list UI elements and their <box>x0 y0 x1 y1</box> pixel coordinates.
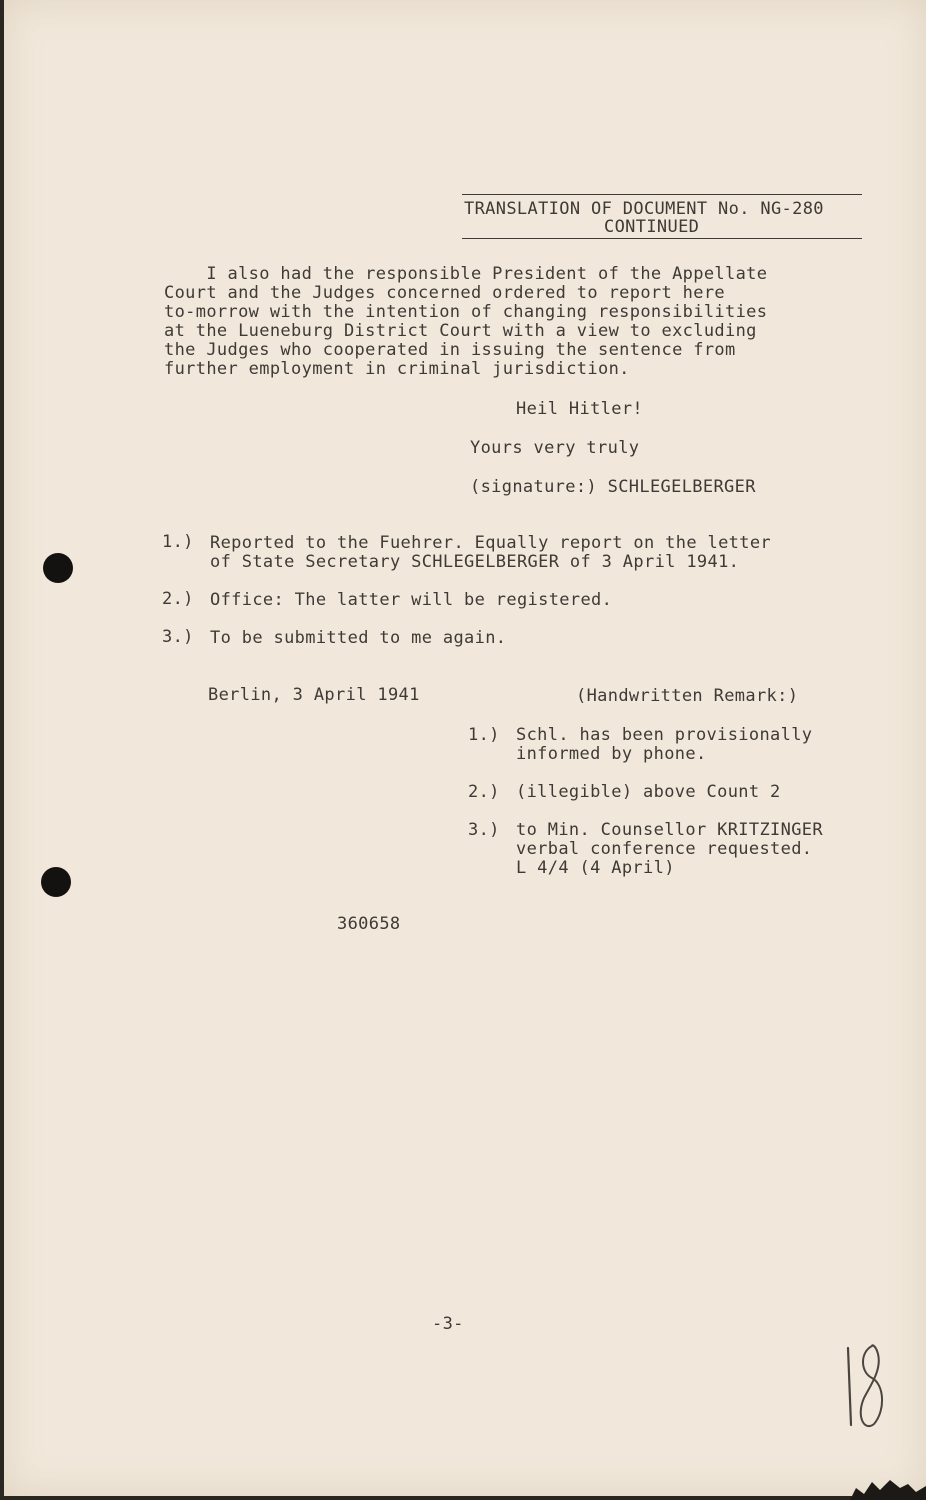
document-number: 360658 <box>337 914 401 934</box>
header-rule-top <box>462 194 862 195</box>
remark-line: verbal conference requested. <box>516 839 813 859</box>
header-continued: CONTINUED <box>604 217 700 237</box>
note-line: To be submitted to me again. <box>210 628 507 648</box>
document-page <box>4 0 926 1496</box>
remark-heading: (Handwritten Remark:) <box>576 686 799 706</box>
remark-line: (illegible) above Count 2 <box>516 782 781 802</box>
note-line: of State Secretary SCHLEGELBERGER of 3 April 1941. <box>210 552 740 572</box>
remark-number: 3.) <box>468 820 500 840</box>
paragraph-line: Court and the Judges concerned ordered to report here <box>164 283 725 303</box>
page-edge <box>926 0 935 1500</box>
punch-hole-bottom <box>41 867 71 897</box>
paragraph-line: the Judges who cooperated in issuing the sentence from <box>164 340 736 360</box>
remark-number: 1.) <box>468 725 500 745</box>
paragraph-line: further employment in criminal jurisdiction. <box>164 359 630 379</box>
paragraph-line: to-morrow with the intention of changing responsibilities <box>164 302 768 322</box>
remark-line: informed by phone. <box>516 744 707 764</box>
header-rule-bottom <box>462 238 862 239</box>
closing-salute: Heil Hitler! <box>516 399 644 419</box>
place-date: Berlin, 3 April 1941 <box>208 685 420 705</box>
paragraph-line: at the Lueneburg District Court with a view to excluding <box>164 321 757 341</box>
remark-line: to Min. Counsellor KRITZINGER <box>516 820 823 840</box>
note-number: 3.) <box>162 627 194 647</box>
handwritten-folio-mark <box>842 1340 888 1432</box>
header-title: TRANSLATION OF DOCUMENT No. NG-280 <box>464 199 824 219</box>
page-number: -3- <box>432 1314 464 1334</box>
remark-line: Schl. has been provisionally <box>516 725 813 745</box>
punch-hole-top <box>43 553 73 583</box>
note-line: Office: The latter will be registered. <box>210 590 613 610</box>
paragraph-line: I also had the responsible President of the Appellate <box>164 264 768 284</box>
signature-line: (signature:) SCHLEGELBERGER <box>470 477 756 497</box>
note-number: 1.) <box>162 532 194 552</box>
remark-number: 2.) <box>468 782 500 802</box>
note-line: Reported to the Fuehrer. Equally report on the letter <box>210 533 771 553</box>
closing-valediction: Yours very truly <box>470 438 640 458</box>
remark-line: L 4/4 (4 April) <box>516 858 675 878</box>
note-number: 2.) <box>162 589 194 609</box>
torn-corner <box>850 1474 926 1500</box>
